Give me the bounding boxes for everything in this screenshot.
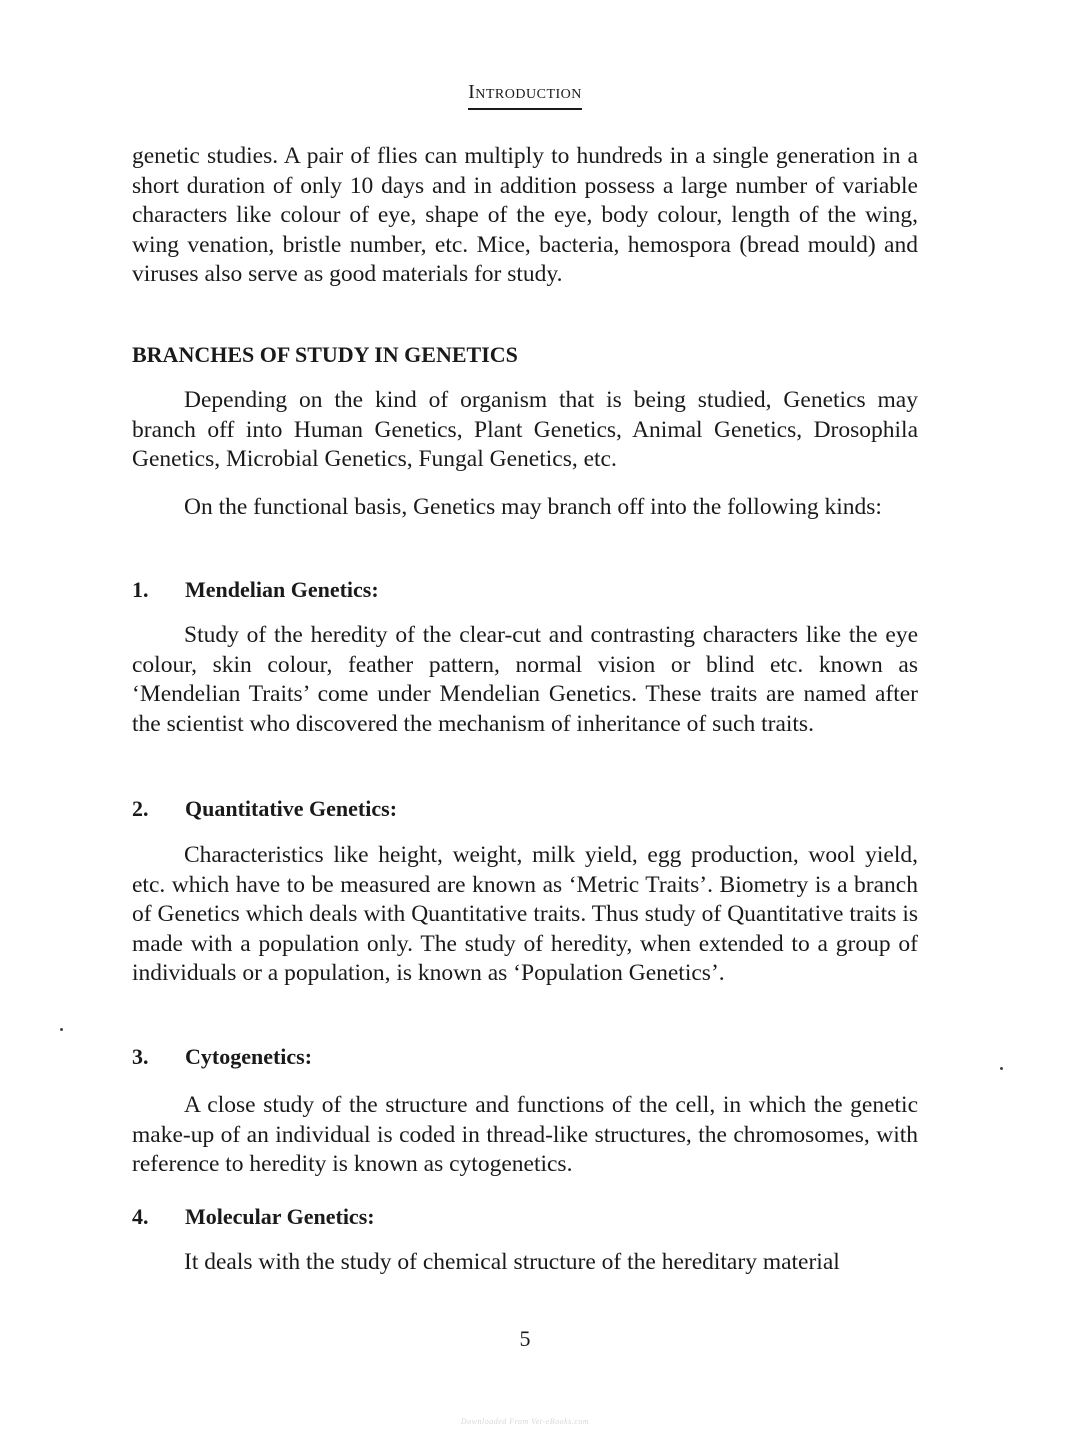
watermark-text: Downloaded From Vet-eBooks.com — [460, 1417, 590, 1426]
branch-text-molecular: It deals with the study of chemical structure of the hereditary material — [184, 1249, 840, 1275]
branch-text-cytogenetics: A close study of the structure and functions of the cell, in which the genetic make-up of an individual is coded in thread-like structures, the chromosomes, with reference to heredity is known as cytogenetics. — [132, 1092, 918, 1177]
branch-number: 2. — [132, 796, 149, 821]
scan-speck — [60, 1028, 63, 1031]
running-title: Introduction — [468, 80, 582, 110]
branch-heading-cytogenetics — [132, 1043, 918, 1071]
section-heading: BRANCHES OF STUDY IN GENETICS — [132, 342, 518, 367]
branch-text-mendelian: Study of the heredity of the clear-cut and contrasting characters like the eye colour, skin colour, feather pattern, normal vision or blind etc. known as ‘Mendelian Traits’ come under Mendelian Genetics. These traits are named after the scientist who discovered the mechanism of inheritance of such traits. — [132, 622, 918, 737]
branch-heading-mendelian — [132, 576, 918, 604]
branch-number: 4. — [132, 1204, 149, 1229]
branch-heading-molecular — [132, 1203, 918, 1231]
page-number: 5 — [519, 1326, 531, 1351]
branch-number: 1. — [132, 577, 149, 602]
section-paragraph-1: Depending on the kind of organism that is being studied, Genetics may branch off into Human Genetics, Plant Genetics, Animal Genetics, Drosophila Genetics, Microbial Genetics, Fungal Genetics, etc. — [132, 387, 918, 472]
branch-heading-quantitative — [132, 795, 918, 823]
branch-title: Quantitative Genetics: — [185, 796, 398, 821]
running-head — [132, 80, 918, 110]
section-paragraph-2: On the functional basis, Genetics may branch off into the following kinds: — [184, 494, 882, 520]
branch-number: 3. — [132, 1044, 149, 1069]
intro-paragraph: genetic studies. A pair of flies can multiply to hundreds in a single generation in a short duration of only 10 days and in addition possess a large number of variable characters like colour of eye, shape of the eye, body colour, length of the wing, wing venation, bristle number, etc. Mice, bacteria, hemospora (bread mould) and viruses also serve as good materials for study. — [132, 143, 918, 287]
branch-title: Cytogenetics: — [185, 1044, 313, 1069]
branch-text-quantitative: Characteristics like height, weight, milk yield, egg production, wool yield, etc. which have to be measured are known as ‘Metric Traits’. Biometry is a branch of Genetics which deals with Quantitative traits. Thus study of Quantitative traits is made with a population only. The study of heredity, when extended to a group of individuals or a population, is known as ‘Population Genetics’. — [132, 842, 918, 986]
scan-speck — [1000, 1067, 1003, 1070]
branch-title: Molecular Genetics: — [185, 1204, 375, 1229]
branch-title: Mendelian Genetics: — [185, 577, 379, 602]
